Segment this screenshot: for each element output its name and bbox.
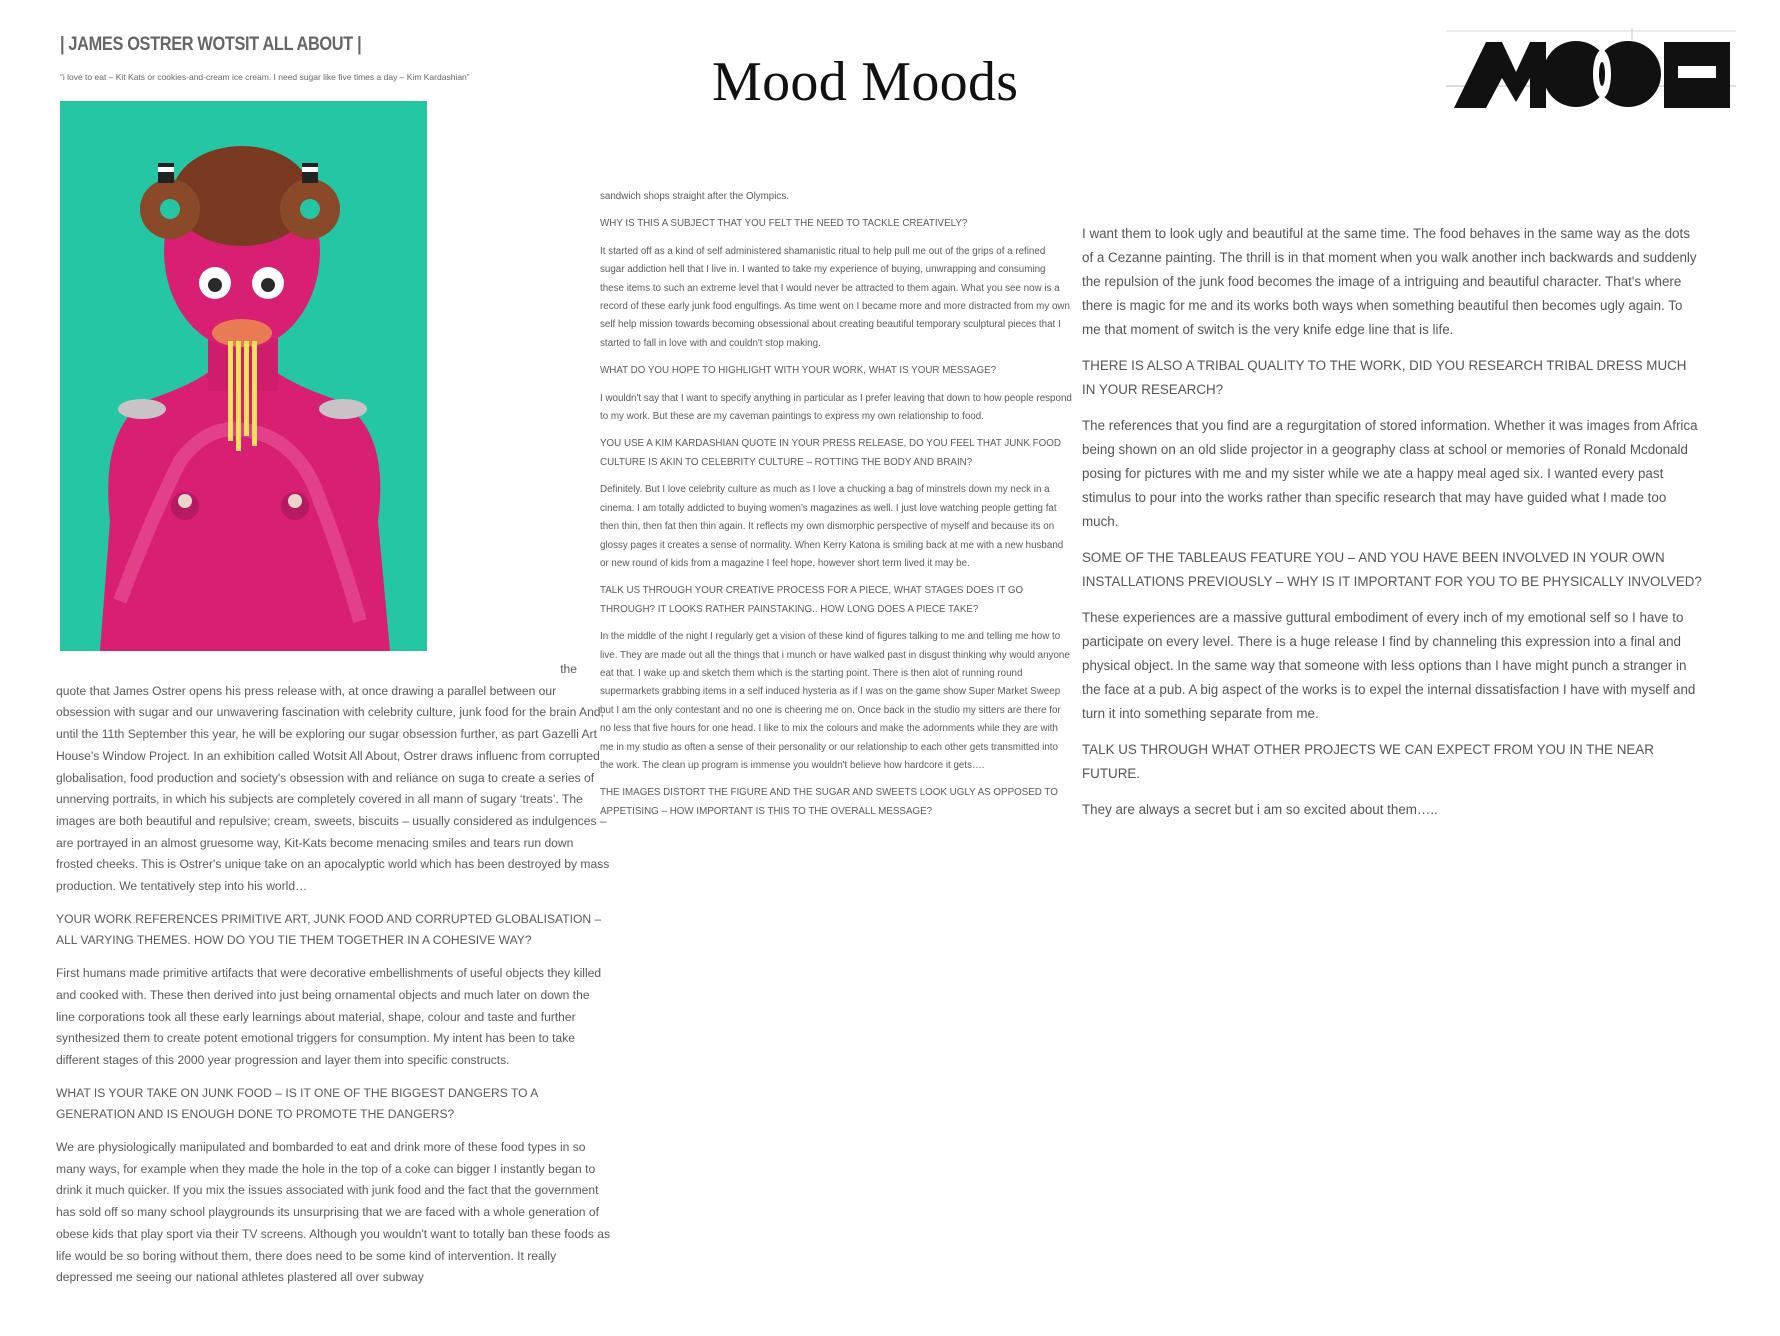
- question-3: WHY IS THIS A SUBJECT THAT YOU FELT THE NEED TO TACKLE CREATIVELY?: [600, 218, 968, 230]
- lead-word: the: [560, 662, 577, 676]
- article-column-3: [1082, 222, 1702, 834]
- question-8: THERE IS ALSO A TRIBAL QUALITY TO THE WORK, DID YOU RESEARCH TRIBAL DRESS MUCH IN YOUR RESEARCH?: [1082, 358, 1687, 397]
- mood-logo-icon: [1446, 28, 1736, 112]
- answer-8: The references that you find are a regurgitation of stored information. Whether it was images from Africa being shown on an old slide projector in a geography class at school or memories of Ronald Mcdonald posing for pictures with me and my sister while we ate a happy meal aged six. I wanted every past stimulus to pour into the works rather than specific research that may have guided what I made too much.: [1082, 418, 1698, 529]
- answer-2-continued: sandwich shops straight after the Olympics.: [600, 191, 789, 202]
- question-1: YOUR WORK REFERENCES PRIMITIVE ART, JUNK FOOD AND CORRUPTED GLOBALISATION – ALL VARYING THEMES. HOW DO YOU TIE THEM TOGETHER IN A COHESIVE WAY?: [56, 911, 602, 948]
- answer-1: First humans made primitive artifacts that were decorative embellishments of useful objects they killed and cooked with. These then derived into just being ornamental objects and much later on down the line corporations took all these early learnings about material, shape, colour and taste and further synthesized them to create potent emotional triggers for consumption. My intent has been to take different stages of this 2000 year progression and layer them into specific constructs.: [56, 966, 602, 1067]
- answer-9: These experiences are a massive guttural embodiment of every inch of my emotional self so I have to participate on every level. There is a huge release I find by channeling this expression into a final and physical object. In the same way that someone with less options than I have might punch a stranger in the face at a pub. A big aspect of the works is to expel the internal dissatisfaction I have with myself and turn it into something separate from me.: [1082, 610, 1696, 721]
- answer-10: They are always a secret but i am so excited about them…..: [1082, 802, 1438, 817]
- intro-paragraph: quote that James Ostrer opens his press release with, at once drawing a parallel between our obsession with sugar and our unwavering fascination with celebrity culture, junk food for the brain And, until the 11th September this year, he will be exploring our sugar obsession further, as part Gazelli Art House's Window Project. In an exhibition called Wotsit All About, Ostrer draws influenc from corrupted globalisation, food production and society's obsession with and reliance on suga to create a series of unnerving portraits, in which his subjects are completely covered in all mann of sugary ‘treats’. The images are both beautiful and repulsive; cream, sweets, biscuits – usually considered as indulgences – are portrayed in an almost gruesome way, Kit-Kats become menacing smiles and tears run down frosted cheeks. This is Ostrer's unique take on an apocalyptic world which has been destroyed by mass production. We tentatively step into his world…: [56, 683, 610, 894]
- answer-6: In the middle of the night I regularly get a vision of these kind of figures talking to me and telling me how to live. They are made out all the things that i munch or have walked past in disgust thinking why would anyone eat that. I wake up and sketch them which is the starting point. There is then alot of running round supermarkets grabbing items in a self induced hysteria as if I was on the game show Super Market Sweep but I am the only contestant and no one is cheering me on. Once back in the studio my sitters are there for no less that five hours for one head. I like to mix the colours and make the adornments while they are with me in my studio as often a sense of their personality or our relationship to each other gets transmitted into the work. The clean up program is immense you wouldn't believe how hardcore it gets….: [600, 631, 1070, 771]
- header-quote: “i love to eat – Kit Kats or cookies-and-cream ice cream. I need sugar like five times a day – Kim Kardashian”: [60, 72, 470, 82]
- answer-2: We are physiologically manipulated and bombarded to eat and drink more of these food types in so many ways, for example when they made the hole in the top of a coke can bigger I instantly began to drink it much quicker. If you mix the issues associated with junk food and the fact that the government has sold off so many school playgrounds its unsurprising that we are faced with a whole generation of obese kids that play sport via their TV screens. Although you wouldn't want to totally ban these foods as life would be so boring without them, there does need to be some kind of intervention. It really depressed me seeing our national athletes plastered all over subway: [56, 1140, 611, 1285]
- question-9: SOME OF THE TABLEAUS FEATURE YOU – AND YOU HAVE BEEN INVOLVED IN YOUR OWN INSTALLATIONS PREVIOUSLY – WHY IS IT IMPORTANT FOR YOU TO BE PHYSICALLY INVOLVED?: [1082, 550, 1702, 589]
- answer-4: I wouldn't say that I want to specify anything in particular as I prefer leaving that down to how people respond to my work. But these are my caveman paintings to express my own relationship to food.: [600, 392, 1072, 423]
- article-column-1: [56, 659, 611, 1300]
- answer-3: It started off as a kind of self administered shamanistic ritual to help pull me out of the grips of a refined sugar addiction hell that I live in. I wanted to take my experience of buying, unwrapping and consuming these items to such an extreme level that I would never be attracted to them again. What you see now is a record of these early junk food engulfings. As time went on I became more and more distracted from my own self help mission towards becoming obsessional about creating beautiful temporary sculptural pieces that I started to fall in love with and couldn't stop making.: [600, 245, 1070, 349]
- question-4: WHAT DO YOU HOPE TO HIGHLIGHT WITH YOUR WORK, WHAT IS YOUR MESSAGE?: [600, 365, 997, 377]
- question-5: YOU USE A KIM KARDASHIAN QUOTE IN YOUR PRESS RELEASE, DO YOU FEEL THAT JUNK FOOD CULTURE IS AKIN TO CELEBRITY CULTURE – ROTTING THE BODY AND BRAIN?: [600, 438, 1061, 468]
- article-column-2: [600, 188, 1072, 830]
- question-2: WHAT IS YOUR TAKE ON JUNK FOOD – IS IT ONE OF THE BIGGEST DANGERS TO A GENERATION AND IS ENOUGH DONE TO PROMOTE THE DANGERS?: [56, 1085, 538, 1122]
- question-10: TALK US THROUGH WHAT OTHER PROJECTS WE CAN EXPECT FROM YOU IN THE NEAR FUTURE.: [1082, 742, 1654, 781]
- question-6: TALK US THROUGH YOUR CREATIVE PROCESS FOR A PIECE, WHAT STAGES DOES IT GO THROUGH? IT LOOKS RATHER PAINSTAKING.. HOW LONG DOES A PIECE TAKE?: [600, 585, 1024, 615]
- article-title: | JAMES OSTRER WOTSIT ALL ABOUT |: [60, 34, 362, 55]
- question-7: THE IMAGES DISTORT THE FIGURE AND THE SUGAR AND SWEETS LOOK UGLY AS OPPOSED TO APPETISING – HOW IMPORTANT IS THIS TO THE OVERALL MESSAGE?: [600, 787, 1058, 817]
- page-title: Mood Moods: [712, 51, 1019, 113]
- answer-5: Definitely. But I love celebrity culture as much as I love a chucking a bag of minstrels down my neck in a cinema. I am totally addicted to buying women's magazines as well. I just love watching people getting fat then thin, then fat then thin again. It reflects my own dismorphic perspective of myself and because its on glossy pages it creates a sense of normality. When Kerry Katona is smiling back at me with a new husband or new round of kids from a magazine I feel hope, however short term lived it may be.: [600, 484, 1064, 569]
- sugar-figure-portrait-image: [60, 101, 427, 651]
- answer-7: I want them to look ugly and beautiful at the same time. The food behaves in the same way as the dots of a Cezanne painting. The thrill is in that moment when you walk another inch backwards and suddenly the repulsion of the junk food becomes the image of a intriguing and beautiful character. That's where there is magic for me and its works both ways when something beautiful then becomes ugly again. To me that moment of switch is the very knife edge line that is life.: [1082, 226, 1697, 337]
